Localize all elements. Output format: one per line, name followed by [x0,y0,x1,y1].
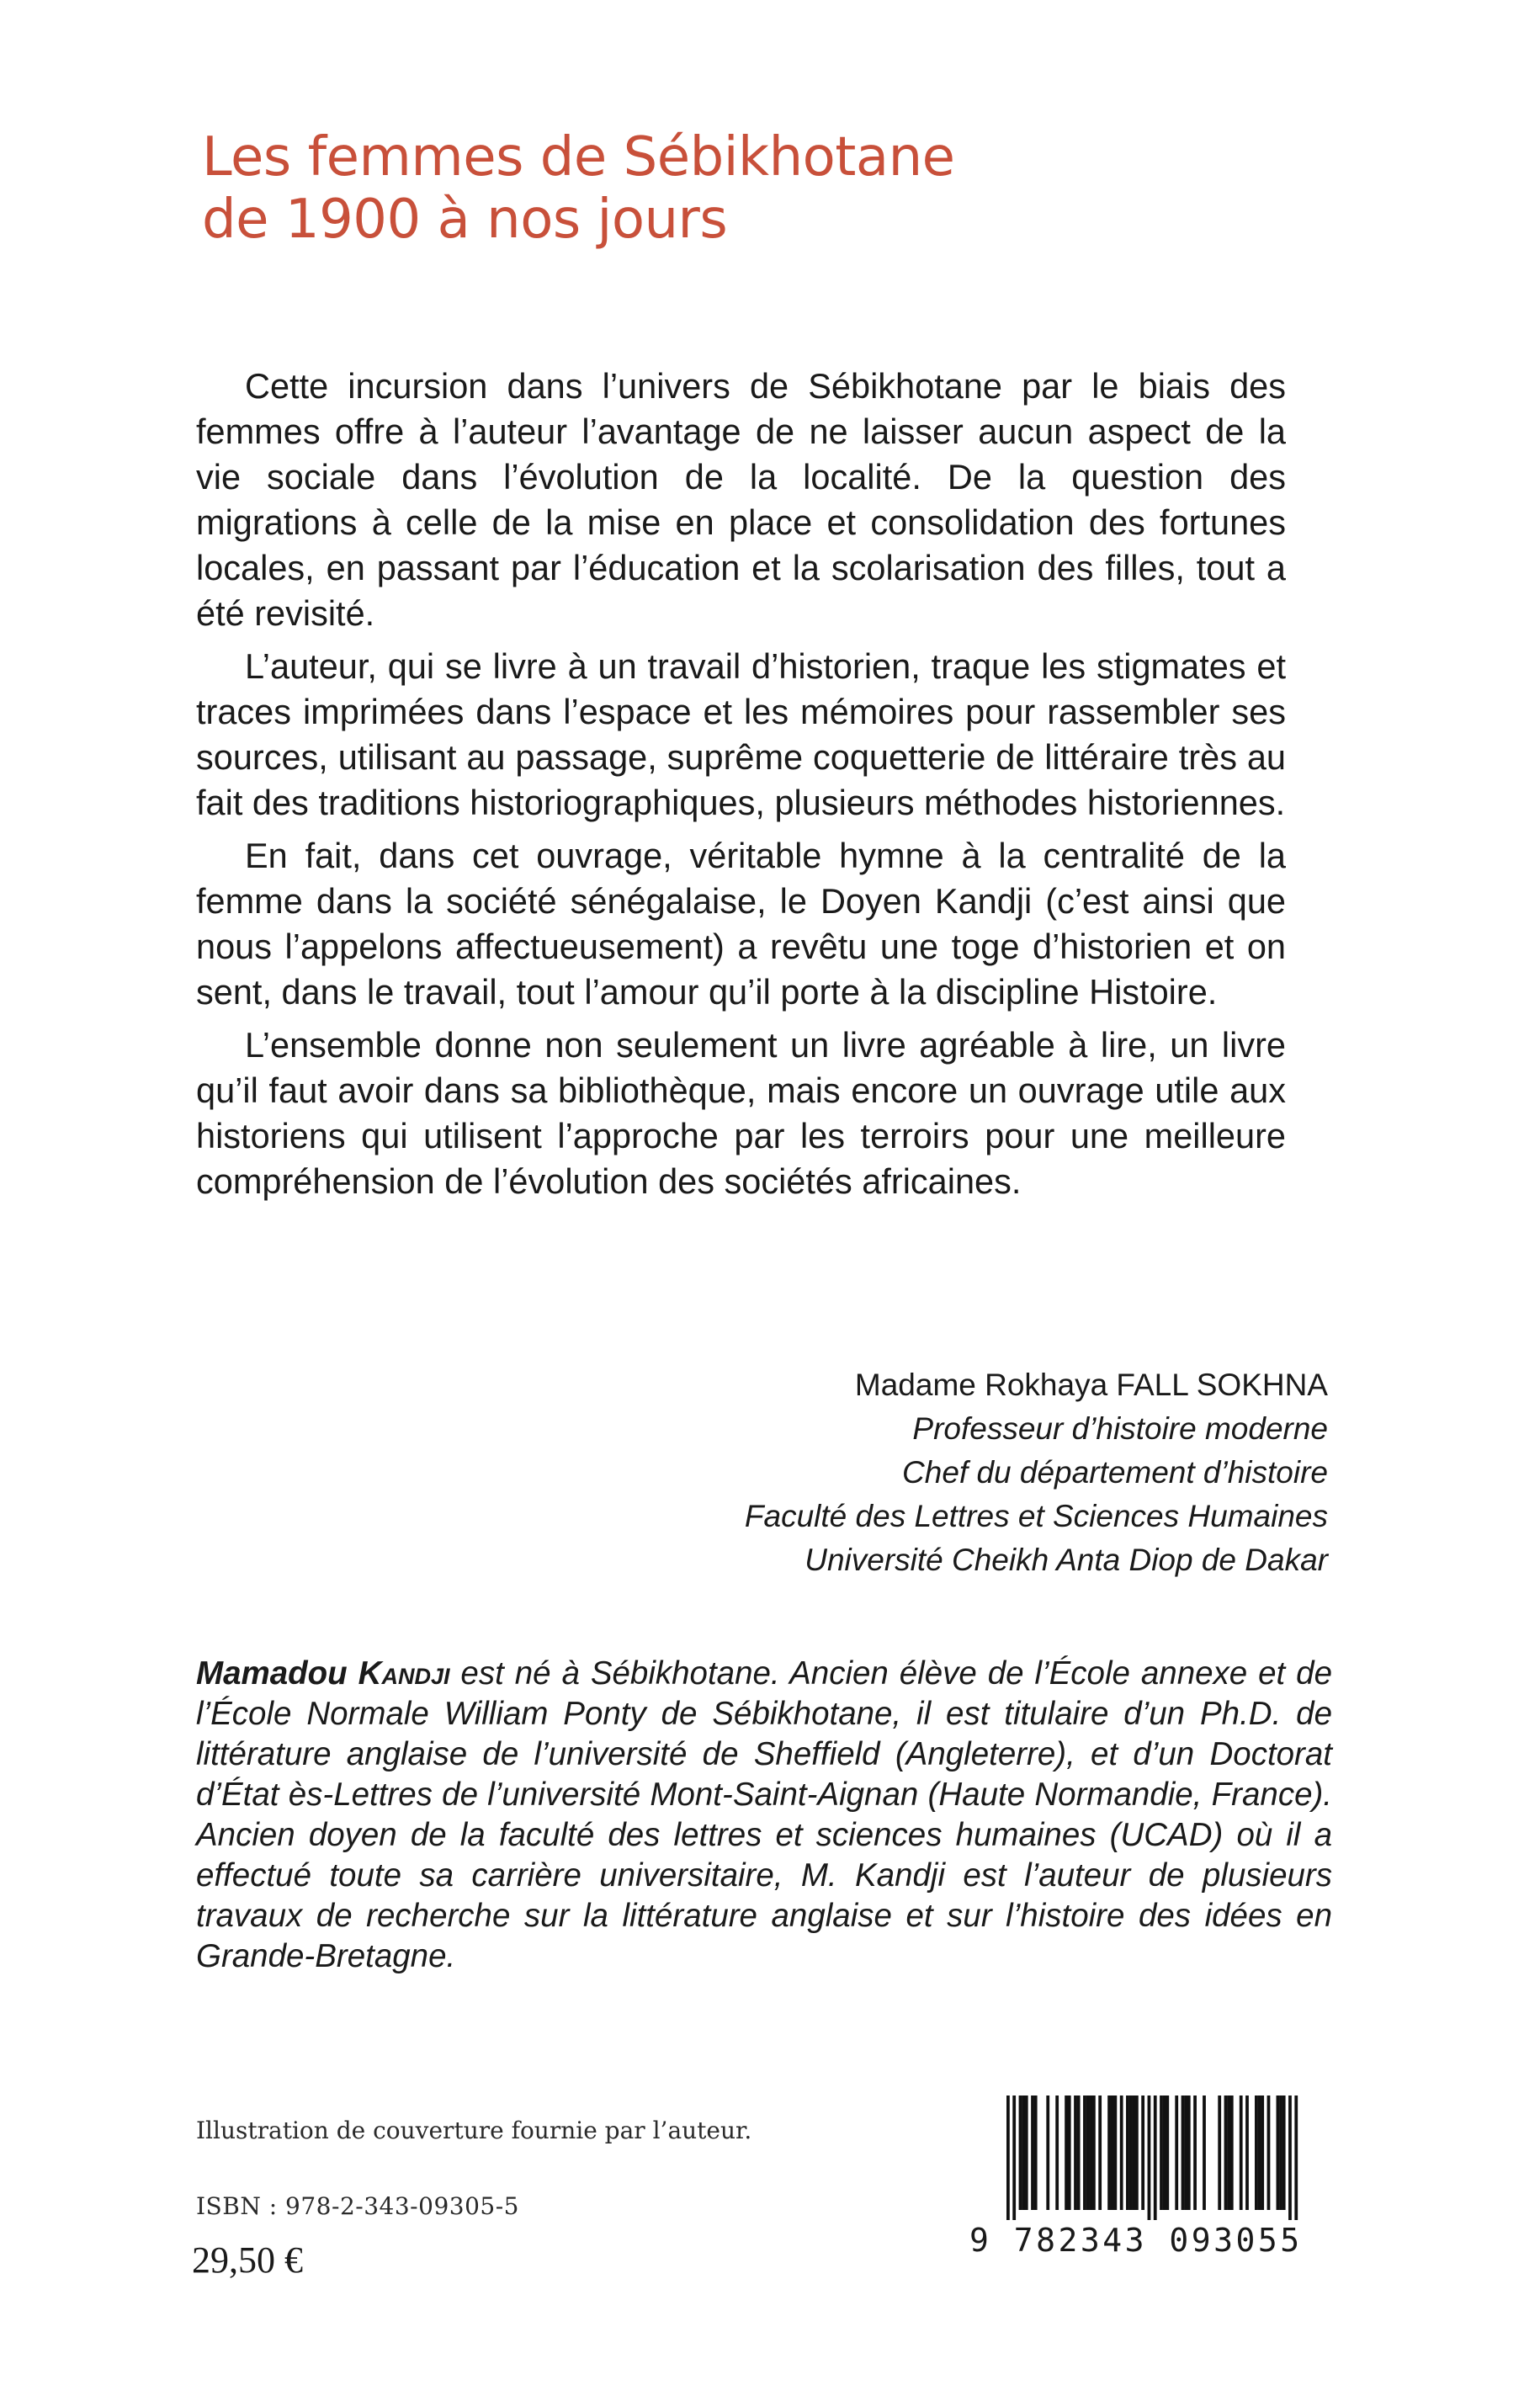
signature-role-1: Professeur d’histoire moderne [912,1411,1328,1446]
author-last-name: Kandji [358,1655,450,1692]
title-line-1: Les femmes de Sébikhotane [202,126,955,189]
barcode-bar-2 [1019,2096,1022,2210]
barcode-bar-39 [1224,2096,1228,2210]
barcode-bar-48 [1277,2096,1280,2210]
blurb-paragraph-2: L’auteur, qui se livre à un travail d’historien, traque les stigmates et traces imprimées dans l’espace et les mémoires pour rassembler ses sources, utilisant au passage, suprême coquetterie de littéraire très au fait des traditions historiographiques, plusieurs méthodes historiennes. [196,646,1286,822]
barcode-bar-49 [1279,2096,1282,2210]
signature-role-3: Faculté des Lettres et Sciences Humaines [744,1499,1328,1533]
signature-block [486,1363,1328,1582]
barcode-bar-16 [1092,2096,1096,2210]
title-line-2: de 1900 à nos jours [202,189,728,251]
barcode-bar-24 [1132,2096,1135,2210]
barcode-bar-0 [1006,2096,1010,2220]
barcode-bar-18 [1107,2096,1111,2210]
barcode-bar-40 [1227,2096,1230,2210]
barcode-bar-23 [1129,2096,1133,2210]
barcode-bar-45 [1258,2096,1261,2210]
barcode-bar-5 [1031,2096,1034,2210]
barcode-bar-11 [1074,2096,1077,2210]
barcode-bars [969,2096,1304,2220]
barcode-bar-30 [1163,2096,1166,2210]
price: 29,50 € [192,2239,303,2281]
barcode-bar-20 [1113,2096,1117,2210]
author-bio-text: est né à Sébikhotane. Ancien élève de l’École annexe et de l’École Normale William Ponty de Sébikhotane, il est titulaire d’un Ph.D. de littérature anglaise de l’université de Sheffield (Angleterre), et d’un Doctorat d’État ès-Lettres de l’université Mont-Saint-Aignan (Haute Normandie, France). Ancien doyen de la faculté des lettres et sciences humaines (UCAD) où il a effectué toute sa carrière universitaire, M. Kandji est l’auteur de plusieurs travaux de recherche sur la littérature anglaise et sur l’histoire des idées en Grande-Bretagne. [196,1655,1332,1974]
barcode-bar-38 [1218,2096,1221,2210]
barcode-bar-35 [1187,2096,1191,2210]
barcode-bar-10 [1068,2096,1071,2210]
barcode-bar-17 [1098,2096,1102,2210]
barcode-bar-21 [1120,2096,1123,2210]
barcode-bar-32 [1175,2096,1178,2210]
barcode-bar-31 [1166,2096,1169,2210]
signature-name: Madame Rokhaya FALL SOKHNA [854,1368,1328,1402]
book-title [202,126,1380,251]
barcode-bar-3 [1022,2096,1025,2210]
barcode-bar-6 [1034,2096,1038,2210]
barcode-bar-29 [1160,2096,1163,2210]
barcode-bar-27 [1148,2096,1151,2220]
barcode-bar-13 [1083,2096,1086,2210]
barcode-bar-43 [1245,2096,1249,2210]
barcode-bar-42 [1240,2096,1243,2210]
barcode-bar-4 [1025,2096,1028,2210]
barcode-bar-28 [1154,2096,1157,2220]
barcode-bar-1 [1012,2096,1016,2220]
barcode-bar-15 [1089,2096,1092,2210]
barcode-bar-8 [1055,2096,1059,2210]
blurb-paragraph-3: En fait, dans cet ouvrage, véritable hymne à la centralité de la femme dans la société sénégalaise, le Doyen Kandji (c’est ainsi que nous l’appelons affectueusement) a revêtu une toge d’historien et on sent, dans le travail, tout l’amour qu’il porte à la discipline Histoire. [196,836,1286,1012]
barcode-bar-9 [1065,2096,1068,2210]
author-first-name: Mamadou [196,1655,348,1692]
barcode-digits: 9 782343 093055 [969,2222,1303,2259]
isbn: ISBN : 978-2-343-09305-5 [196,2192,519,2220]
barcode-bar-19 [1111,2096,1114,2210]
barcode-bar-37 [1203,2096,1206,2210]
barcode-bar-47 [1267,2096,1271,2210]
signature-role-4: Université Cheikh Anta Diop de Dakar [805,1543,1328,1577]
barcode-bar-46 [1261,2096,1264,2210]
barcode-bar-36 [1193,2096,1197,2210]
barcode-bar-33 [1182,2096,1185,2210]
barcode-bar-7 [1046,2096,1049,2210]
blurb-paragraph-4: L’ensemble donne non seulement un livre agréable à lire, un livre qu’il faut avoir dans sa bibliothèque, mais encore un ouvrage utile aux historiens qui utilisent l’approche par les terroirs pour une meilleure compréhension de l’évolution des sociétés africaines. [196,1025,1286,1201]
barcode-bar-26 [1141,2096,1144,2210]
barcode-bar-12 [1077,2096,1081,2210]
barcode-bar-14 [1086,2096,1090,2210]
barcode-bar-34 [1184,2096,1187,2210]
cover-credit: Illustration de couverture fournie par l’auteur. [196,2117,752,2144]
barcode-bar-51 [1288,2096,1292,2220]
barcode-bar-52 [1294,2096,1298,2220]
barcode-bar-41 [1230,2096,1234,2210]
barcode-bar-44 [1255,2096,1258,2210]
blurb-paragraph-1: Cette incursion dans l’univers de Sébikhotane par le biais des femmes offre à l’auteur l’avantage de ne laisser aucun aspect de la vie sociale dans l’évolution de la localité. De la question des migrations à celle de la mise en place et consolidation des fortunes locales, en passant par l’éducation et la scolarisation des filles, tout a été revisité. [196,366,1286,633]
barcode-bar-50 [1282,2096,1286,2210]
barcode-bar-25 [1135,2096,1139,2210]
author-bio [196,1654,1332,1977]
barcode-bar-22 [1126,2096,1129,2210]
blurb [196,364,1286,1212]
signature-role-2: Chef du département d’histoire [902,1455,1328,1490]
